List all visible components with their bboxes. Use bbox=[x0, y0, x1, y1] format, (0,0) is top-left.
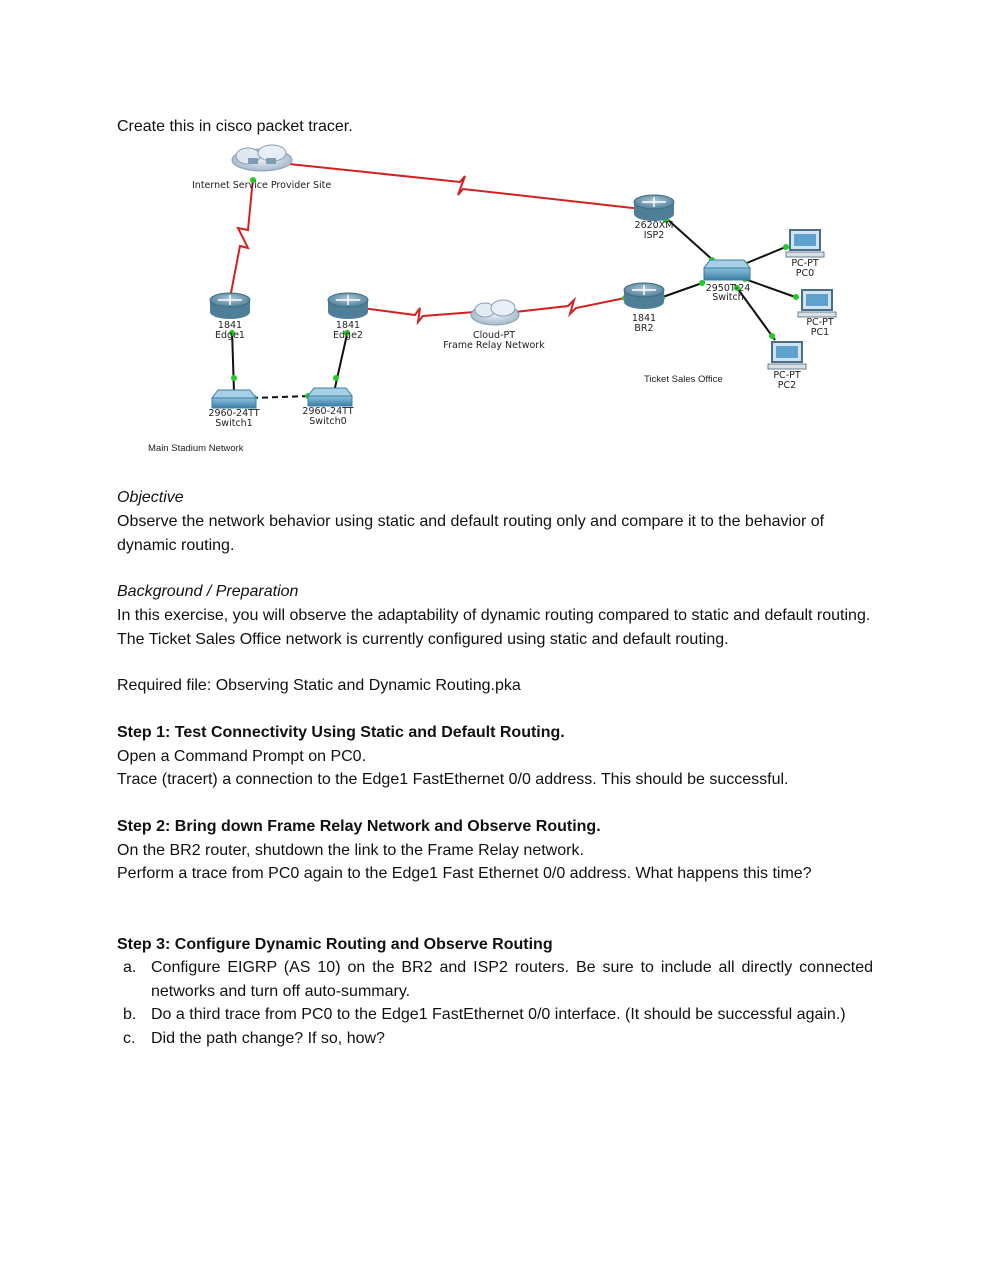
branch-switch-model-label: 2950T-24 bbox=[705, 283, 751, 294]
br2-name-label: BR2 bbox=[634, 323, 654, 334]
required-file-text: Required file: Observing Static and Dynamic Routing.pka bbox=[117, 677, 521, 694]
isp-cloud-icon bbox=[232, 145, 292, 171]
isp-site-label: Internet Service Provider Site bbox=[192, 180, 332, 191]
step3-item-a: a. Configure EIGRP (AS 10) on the BR2 and ISP2 routers. Be sure to include all directly connected networks and turn off auto-summary. bbox=[123, 959, 873, 1000]
switch0-model-label: 2960-24TT bbox=[302, 406, 354, 417]
isp2-name-label: ISP2 bbox=[643, 230, 665, 241]
switch0-icon bbox=[308, 388, 352, 406]
pc0-model-label: PC-PT bbox=[791, 258, 819, 269]
step2-line1: On the BR2 router, shutdown the link to the Frame Relay network. bbox=[117, 842, 584, 859]
pc0-computer-icon bbox=[786, 230, 824, 257]
switch0-name-label: Switch0 bbox=[309, 416, 347, 427]
background-body: In this exercise, you will observe the adaptability of dynamic routing compared to static and default routing. The Ticket Sales Office network is currently configured using static and default routing. bbox=[117, 607, 871, 648]
isp2-router-icon bbox=[634, 195, 674, 221]
pc2-name-label: PC2 bbox=[777, 380, 797, 391]
serial-link-cloud-br2 bbox=[515, 298, 625, 314]
intro-text: Create this in cisco packet tracer. bbox=[117, 118, 353, 135]
main-stadium-label: Main Stadium Network bbox=[148, 443, 244, 454]
step3-list bbox=[117, 956, 873, 1050]
edge2-model-label: 1841 bbox=[335, 320, 361, 331]
step3-item-b: b. Do a third trace from PC0 to the Edge1 FastEthernet 0/0 interface. (It should be successful again.) bbox=[123, 1006, 846, 1023]
ethernet-link-switch-pc1 bbox=[742, 278, 798, 298]
pc2-model-label: PC-PT bbox=[773, 370, 801, 381]
step1-line2: Trace (tracert) a connection to the Edge1 FastEthernet 0/0 address. This should be successful. bbox=[117, 771, 789, 788]
cloud-name-label: Frame Relay Network bbox=[443, 340, 545, 351]
step1-line1: Open a Command Prompt on PC0. bbox=[117, 748, 367, 765]
step1-title: Step 1: Test Connectivity Using Static and Default Routing. bbox=[117, 724, 565, 741]
pc0-name-label: PC0 bbox=[795, 268, 815, 279]
step2-title: Step 2: Bring down Frame Relay Network and Observe Routing. bbox=[117, 818, 601, 835]
pc1-computer-icon bbox=[798, 290, 836, 317]
objective-heading: Objective bbox=[117, 489, 184, 506]
isp2-model-label: 2620XM bbox=[634, 220, 674, 231]
ethernet-link-switch1-switch0 bbox=[252, 396, 310, 398]
edge1-model-label: 1841 bbox=[217, 320, 243, 331]
switch1-icon bbox=[212, 390, 256, 408]
edge1-name-label: Edge1 bbox=[215, 330, 245, 341]
cloud-model-label: Cloud-PT bbox=[472, 330, 516, 341]
frame-relay-cloud-icon bbox=[471, 300, 519, 325]
pc1-model-label: PC-PT bbox=[806, 317, 834, 328]
ethernet-link-switch-pc0 bbox=[742, 246, 788, 265]
network-topology-diagram bbox=[130, 140, 840, 465]
pc1-name-label: PC1 bbox=[810, 327, 830, 338]
switch1-name-label: Switch1 bbox=[215, 418, 253, 429]
switch1-model-label: 2960-24TT bbox=[208, 408, 260, 419]
serial-link-edge2-cloud bbox=[362, 308, 475, 322]
ticket-office-label: Ticket Sales Office bbox=[644, 374, 723, 385]
objective-body: Observe the network behavior using static and default routing only and compare it to the behavior of dynamic routing. bbox=[117, 513, 825, 554]
br2-router-icon bbox=[624, 283, 664, 309]
background-heading: Background / Preparation bbox=[117, 583, 299, 600]
edge1-router-icon bbox=[210, 293, 250, 319]
br2-model-label: 1841 bbox=[631, 313, 657, 324]
step3-title: Step 3: Configure Dynamic Routing and Observe Routing bbox=[117, 936, 553, 953]
edge2-router-icon bbox=[328, 293, 368, 319]
branch-switch-icon bbox=[704, 260, 750, 280]
serial-link-isp-edge1 bbox=[230, 178, 253, 298]
step2-line2: Perform a trace from PC0 again to the Edge1 Fast Ethernet 0/0 address. What happens this time? bbox=[117, 865, 812, 882]
ethernet-link-br2-switch bbox=[660, 282, 705, 298]
branch-switch-name-label: Switch bbox=[712, 292, 744, 303]
pc2-computer-icon bbox=[768, 342, 806, 369]
edge2-name-label: Edge2 bbox=[333, 330, 363, 341]
step3-item-c: c. Did the path change? If so, how? bbox=[123, 1029, 385, 1047]
